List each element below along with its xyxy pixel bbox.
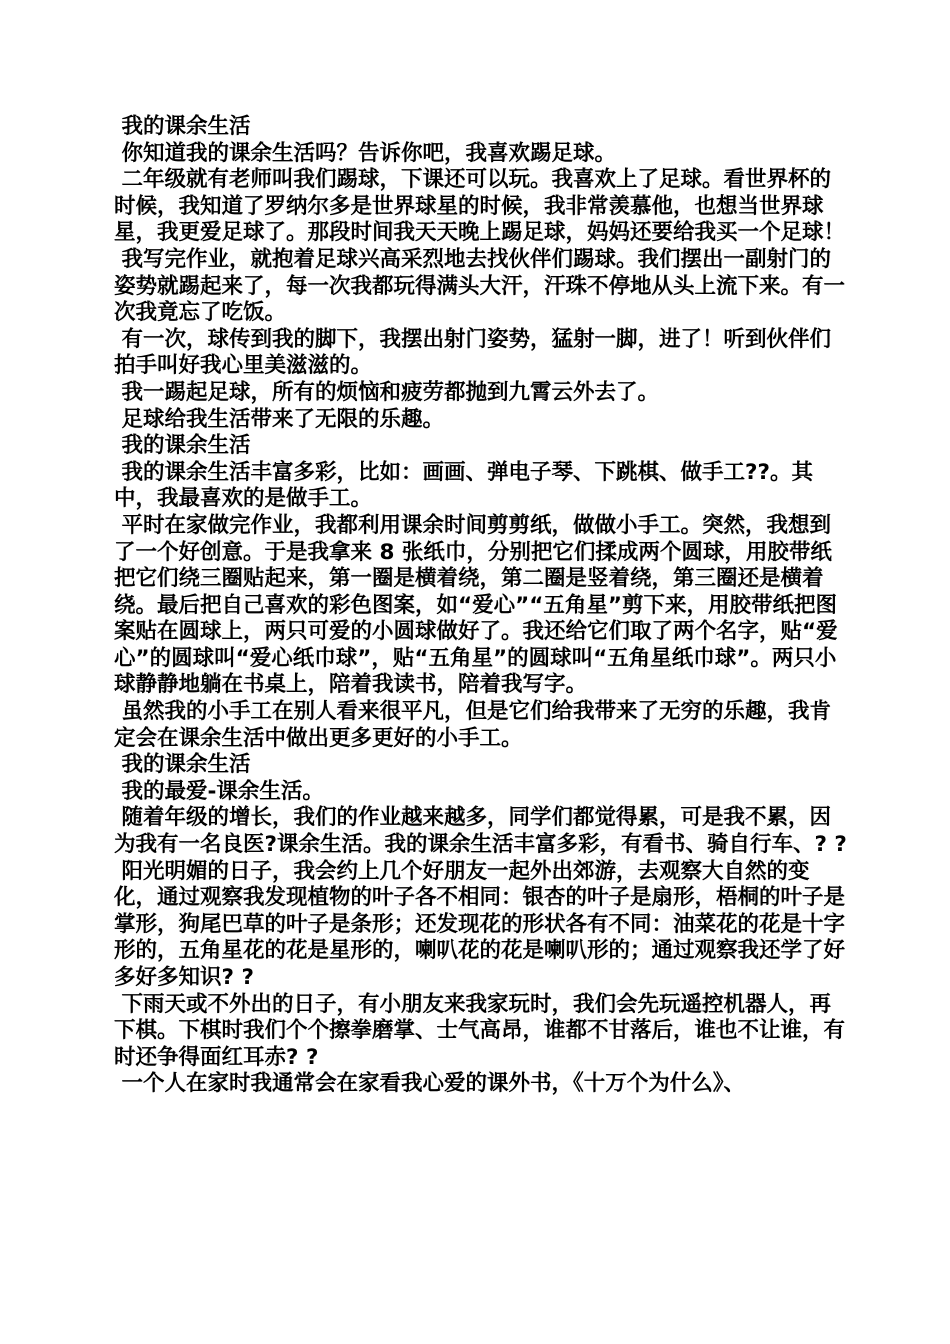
- paragraph: 虽然我的小手工在别人看来很平凡，但是它们给我带来了无穷的乐趣，我肯定会在课余生活中做出更多更好的小手工。: [114, 699, 832, 751]
- paragraph: 我一踢起足球，所有的烦恼和疲劳都抛到九霄云外去了。: [114, 379, 660, 405]
- paragraph: 随着年级的增长，我们的作业越来越多，同学们都觉得累，可是我不累，因为我有一名良医?课余生活。我的课余生活丰富多彩，有看书、骑自行车、? ?: [114, 805, 847, 858]
- paragraph: 有一次，球传到我的脚下，我摆出射门姿势，猛射一脚，进了！听到伙伴们拍手叫好我心里美滋滋的。: [114, 326, 832, 379]
- paragraph: 平时在家做完作业，我都利用课余时间剪剪纸，做做小手工。突然，我想到了一个好创意。于是我拿来 8 张纸巾，分别把它们揉成两个圆球，用胶带纸把它们绕三圈贴起来，第一圈是横着绕，第二圈是竖着绕，第三圈还是横着绕。最后把自己喜欢的彩色图案，如“爱心”“五角星”剪下来，用胶带纸把图案贴在圆球上，两只可爱的小圆球做好了。我还给它们取了两个名字，贴“爱心”的圆球叫“爱心纸巾球”，贴“五角星”的圆球叫“五角星纸巾球”。两只小球静静地躺在书桌上，陪着我读书，陪着我写字。: [114, 512, 838, 698]
- paragraph: 下雨天或不外出的日子，有小朋友来我家玩时，我们会先玩遥控机器人，再下棋。下棋时我们个个擦拳磨掌、士气高昂，谁都不甘落后，谁也不让谁，有时还争得面红耳赤? ?: [114, 991, 846, 1070]
- document-body: [114, 114, 849, 1098]
- paragraph: 我的最爱-课余生活。: [114, 778, 324, 804]
- paragraph: 阳光明媚的日子，我会约上几个好朋友一起外出郊游，去观察大自然的变化，通过观察我发现植物的叶子各不相同：银杏的叶子是扇形，梧桐的叶子是掌形，狗尾巴草的叶子是条形；还发现花的形状各有不同：油菜花的花是十字形的，五角星花的花是星形的，喇叭花的花是喇叭形的；通过观察我还学了好多好多知识? ?: [114, 858, 846, 990]
- paragraph: 一个人在家时我通常会在家看我心爱的课外书，《十万个为什么》、: [114, 1071, 746, 1097]
- essay-title: 我的课余生活: [114, 433, 251, 459]
- paragraph: 我的课余生活丰富多彩，比如：画画、弹电子琴、下跳棋、做手工??。其中，我最喜欢的是做手工。: [114, 459, 813, 512]
- essay-title: 我的课余生活: [114, 114, 251, 139]
- paragraph: 二年级就有老师叫我们踢球，下课还可以玩。我喜欢上了足球。看世界杯的时候，我知道了罗纳尔多是世界球星的时候，我非常羡慕他，也想当世界球星，我更爱足球了。那段时间我天天晚上踢足球，妈妈还要给我买一个足球！: [114, 167, 846, 246]
- paragraph: 我写完作业，就抱着足球兴高采烈地去找伙伴们踢球。我们摆出一副射门的姿势就踢起来了，每一次我都玩得满头大汗，汗珠不停地从头上流下来。有一次我竟忘了吃饭。: [114, 246, 846, 326]
- essay-title: 我的课余生活: [114, 752, 251, 778]
- paragraph: 你知道我的课余生活吗？告诉你吧，我喜欢踢足球。: [114, 140, 617, 166]
- paragraph: 足球给我生活带来了无限的乐趣。: [114, 406, 445, 432]
